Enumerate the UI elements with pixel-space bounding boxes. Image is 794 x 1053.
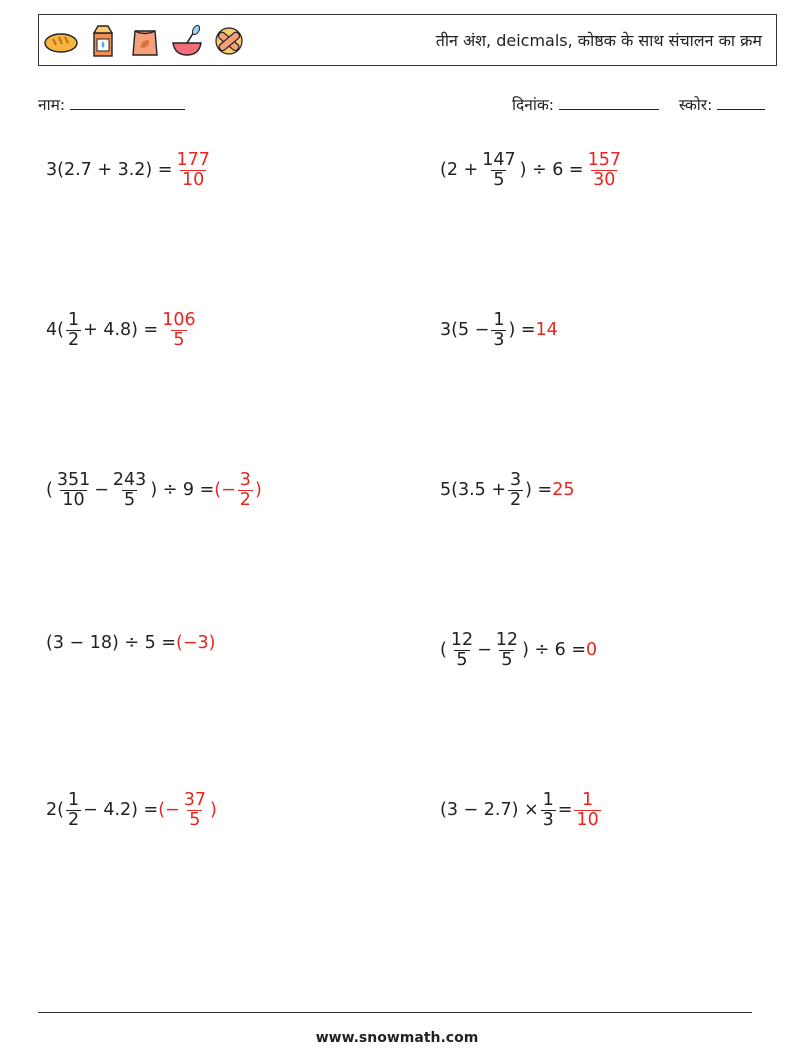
worksheet-header: [38, 14, 777, 66]
problem-6: [440, 460, 575, 520]
fraction: [449, 631, 475, 669]
problem-2: [440, 140, 625, 200]
expression: (3 − 18) ÷ 5 =: [46, 633, 176, 653]
expression-part: + 4.8) =: [83, 320, 159, 340]
numerator: 12: [450, 630, 474, 651]
flour-sack-icon: [127, 23, 163, 59]
numerator: 3: [510, 470, 522, 491]
name-blank[interactable]: [70, 95, 185, 110]
answer-denominator: 30: [593, 169, 616, 190]
problem-7: [46, 613, 215, 673]
expression-part: (: [46, 480, 53, 500]
problem-3: [46, 300, 200, 360]
problem-9: [46, 780, 217, 840]
name-label: नाम:: [38, 96, 66, 114]
answer: 25: [552, 480, 575, 500]
problem-1: [46, 140, 214, 200]
answer-numerator: 37: [183, 790, 207, 811]
fraction: [111, 471, 148, 509]
expression-part: ) ÷ 6 =: [522, 640, 587, 660]
answer-denominator: 10: [576, 809, 599, 830]
fraction: [66, 791, 81, 829]
answer-fraction: [174, 151, 211, 189]
expression-part: (2 +: [440, 160, 479, 180]
answer-denominator: 2: [239, 489, 251, 510]
worksheet-title: तीन अंश, deicmals, कोष्ठक के साथ संचालन का क्रम: [435, 31, 762, 50]
date-label: दिनांक:: [512, 96, 554, 114]
numerator: 351: [56, 470, 91, 491]
problem-8: [440, 620, 597, 680]
answer-fraction: [586, 151, 623, 189]
problem-4: [440, 300, 558, 360]
fraction: [491, 311, 506, 349]
expression-part: −: [94, 480, 109, 500]
expression-part: (3 − 2.7) ×: [440, 800, 539, 820]
fraction: [494, 631, 520, 669]
expression-part: ) =: [525, 480, 553, 500]
answer-numerator: 157: [587, 150, 621, 171]
denominator: 5: [501, 649, 513, 670]
denominator: 3: [493, 329, 505, 350]
fraction: [66, 311, 81, 349]
mixing-bowl-icon: [169, 23, 205, 59]
footer-site[interactable]: www.snowmath.com: [315, 1030, 479, 1046]
score-label: स्कोर:: [678, 96, 713, 114]
answer-fraction: [238, 471, 253, 509]
denominator: 5: [124, 489, 136, 510]
answer-prefix: (−: [214, 480, 236, 500]
denominator: 5: [456, 649, 468, 670]
denominator: 3: [542, 809, 554, 830]
answer-suffix: ): [254, 480, 262, 500]
numerator: 12: [495, 630, 519, 651]
answer-numerator: 106: [162, 310, 196, 331]
header-icons: [43, 21, 247, 61]
numerator: 1: [67, 790, 80, 811]
expression-part: 4(: [46, 320, 64, 340]
answer: 14: [535, 320, 558, 340]
score-blank[interactable]: [717, 95, 765, 110]
answer-fraction: [182, 791, 208, 829]
answer: (−3): [176, 633, 216, 653]
expression-part: 3(5 −: [440, 320, 490, 340]
answer-prefix: (−: [158, 800, 180, 820]
answer-numerator: 3: [239, 470, 251, 491]
answer-numerator: 1: [582, 790, 594, 811]
expression-part: 2(: [46, 800, 64, 820]
name-field: [38, 93, 185, 115]
expression-part: 5(3.5 +: [440, 480, 507, 500]
expression-part: (: [440, 640, 447, 660]
expression-part: ) =: [508, 320, 536, 340]
answer-denominator: 5: [173, 329, 185, 350]
answer-numerator: 177: [176, 150, 210, 171]
problem-10: [440, 780, 603, 840]
denominator: 2: [67, 329, 80, 350]
answer-fraction: [574, 791, 600, 829]
answer: 0: [586, 640, 598, 660]
numerator: 1: [493, 310, 505, 331]
expression-part: − 4.2) =: [83, 800, 159, 820]
numerator: 243: [112, 470, 147, 491]
denominator: 5: [493, 169, 505, 190]
numerator: 1: [67, 310, 80, 331]
milk-carton-icon: [85, 23, 121, 59]
numerator: 1: [542, 790, 554, 811]
problem-5: [46, 460, 262, 520]
denominator: 2: [510, 489, 522, 510]
bread-icon: [43, 23, 79, 59]
answer-denominator: 5: [189, 809, 201, 830]
footer-divider: [38, 1012, 752, 1013]
numerator: 147: [482, 150, 516, 171]
fraction: [541, 791, 556, 829]
denominator: 2: [67, 809, 80, 830]
answer-denominator: 10: [182, 169, 205, 190]
expression-part: ) ÷ 6 =: [519, 160, 584, 180]
rolling-pin-icon: [211, 23, 247, 59]
answer-fraction: [160, 311, 197, 349]
fraction: [55, 471, 92, 509]
expression-part: =: [557, 800, 573, 820]
expression-part: −: [477, 640, 492, 660]
fraction: [508, 471, 523, 509]
expression: 3(2.7 + 3.2) =: [46, 160, 173, 180]
date-score-field: [512, 93, 765, 115]
answer-suffix: ): [210, 800, 217, 820]
date-blank[interactable]: [559, 95, 659, 110]
expression-part: ) ÷ 9 =: [150, 480, 215, 500]
denominator: 10: [62, 489, 85, 510]
fraction: [480, 151, 517, 189]
